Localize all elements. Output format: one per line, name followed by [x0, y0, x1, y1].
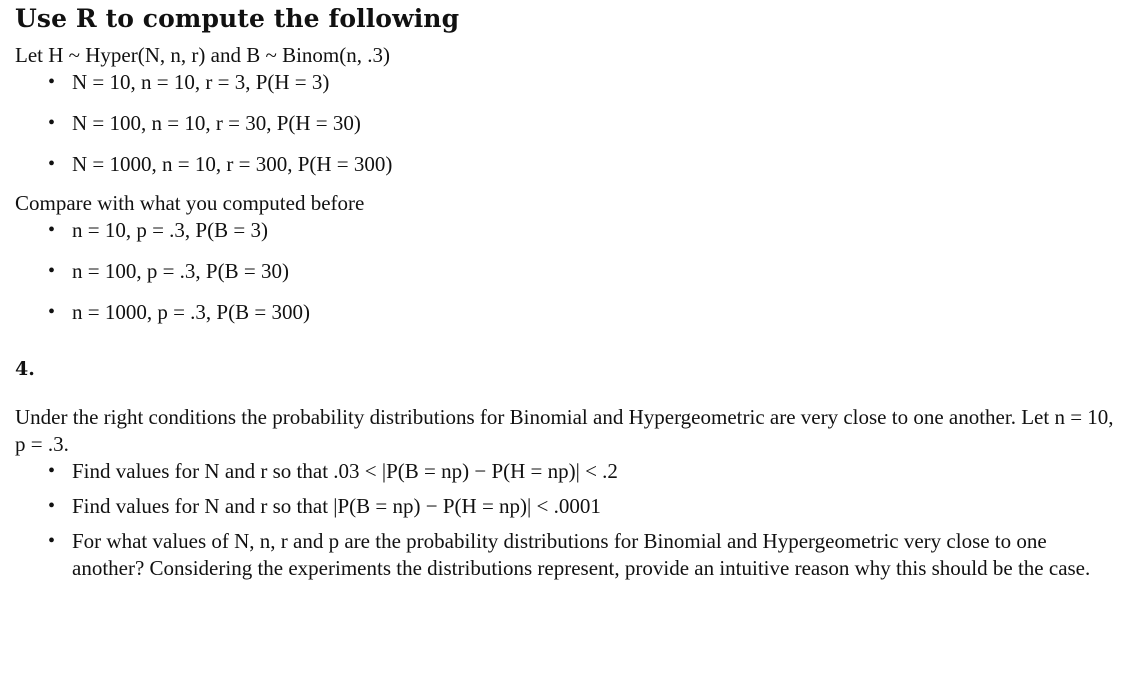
bullet-icon: •	[48, 219, 56, 241]
list-item-text: n = 10, p = .3, P(B = 3)	[72, 218, 268, 242]
list-item-text: N = 1000, n = 10, r = 300, P(H = 300)	[72, 152, 393, 176]
list-item-text: N = 100, n = 10, r = 30, P(H = 30)	[72, 111, 361, 135]
section-number: 4.	[15, 358, 35, 380]
bullet-icon: •	[48, 530, 56, 552]
bullet-icon: •	[48, 153, 56, 175]
section-title: Use R to compute the following	[15, 4, 460, 33]
list-item	[48, 493, 1118, 520]
list-item	[48, 151, 1118, 178]
list-item-text: For what values of N, n, r and p are the probability distributions for Binomial and Hypergeometric very close to one another? Considering the experiments the distributions represent, provide an intuitive reason why this should be the case.	[72, 529, 1091, 580]
task-list	[15, 458, 1118, 582]
list-item	[48, 69, 1118, 96]
list-item	[48, 110, 1118, 137]
list-item-text: n = 100, p = .3, P(B = 30)	[72, 259, 289, 283]
list-item	[48, 258, 1118, 285]
list-item	[48, 458, 1118, 485]
bullet-icon: •	[48, 112, 56, 134]
list-item-text: n = 1000, p = .3, P(B = 300)	[72, 300, 310, 324]
bullet-icon: •	[48, 301, 56, 323]
list-item-text: Find values for N and r so that |P(B = np) − P(H = np)| < .0001	[72, 494, 601, 518]
hypergeometric-list	[15, 69, 1118, 178]
binomial-list	[15, 217, 1118, 326]
list-item-text: N = 10, n = 10, r = 3, P(H = 3)	[72, 70, 330, 94]
list-item	[48, 528, 1118, 582]
bullet-icon: •	[48, 260, 56, 282]
list-item	[48, 299, 1118, 326]
compare-text: Compare with what you computed before	[15, 191, 365, 215]
intro-text: Let H ~ Hyper(N, n, r) and B ~ Binom(n, .3)	[15, 43, 390, 67]
list-item-text: Find values for N and r so that .03 < |P(B = np) − P(H = np)| < .2	[72, 459, 618, 483]
section-intro: Under the right conditions the probability distributions for Binomial and Hypergeometric are very close to one another. Let n = 10, p = .3.	[15, 405, 1114, 456]
list-item	[48, 217, 1118, 244]
bullet-icon: •	[48, 495, 56, 517]
bullet-icon: •	[48, 71, 56, 93]
bullet-icon: •	[48, 460, 56, 482]
